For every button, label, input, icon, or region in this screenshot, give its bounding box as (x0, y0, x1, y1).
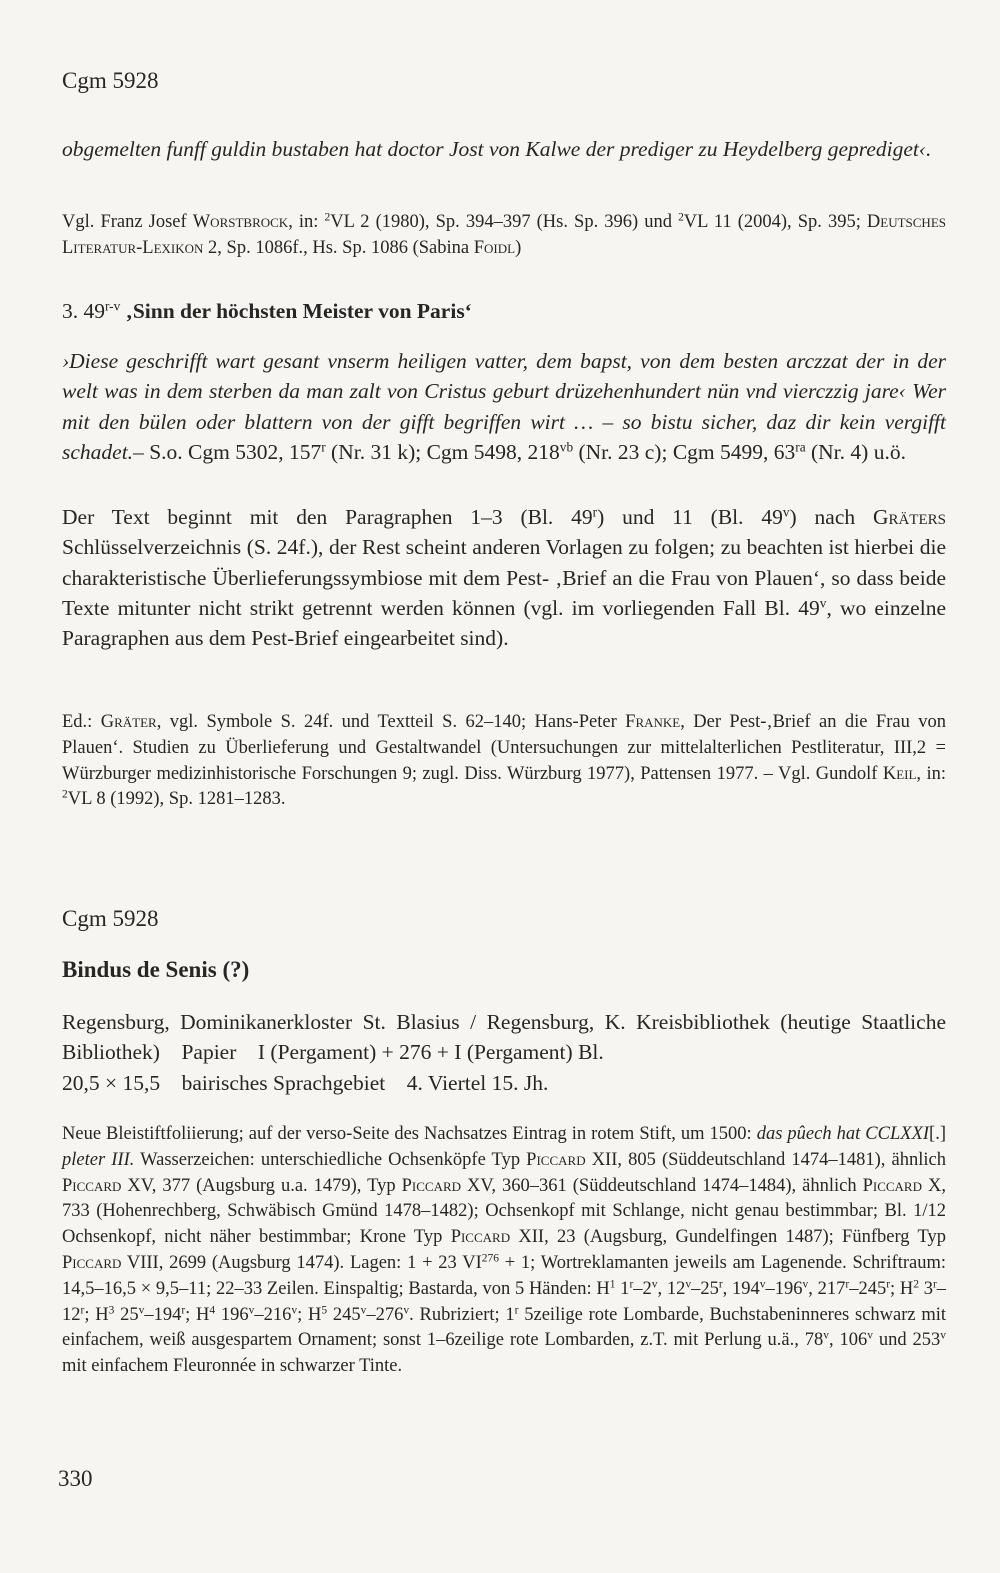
page-number: 330 (58, 1466, 93, 1491)
incipit-continuation: obgemelten funff guldin bustaben hat doctor Jost von Kalwe der prediger zu Heydelberg geprediget‹. (62, 137, 932, 161)
entry-shelfmark: Cgm 5928 (62, 906, 159, 931)
entry-title: Bindus de Senis (?) (62, 957, 250, 982)
item-3-incipit: ›Diese geschrifft wart gesant vnserm heiligen vatter, dem bapst, von dem besten arczzat der in der welt was in dem sterben da man zalt von Cristus geburt drüzehenhundert nün vnd vierczzig jare‹ Wer mit den bülen oder blattern von der gifft begriffen wirt … – so bistu sicher, daz dir kein vergifft schadet.– S.o. Cgm 5302, 157$^r$ (Nr. 31 k); Cgm 5498, $218^{vb}$ (Nr. 23 c); Cgm 5499, $63^{ra}$ (Nr. 4) u.ö. (62, 349, 946, 464)
entry-description: Neue Bleistiftfoliierung; auf der verso-Seite des Nachsatzes Eintrag in rotem Stift, um 1500: das pûech hat CCLXXI[.] pleter III. Wasserzeichen: unterschiedliche Ochsenköpfe Typ Piccard XII, 805 (Süddeutschland 1474–1481), ähnlich Piccard XV, 377 (Augsburg u.a. 1479), Typ Piccard XV, 360–361 (Süddeutschland 1474–1484), ähnlich Piccard X, 733 (Hohenrechberg, Schwäbisch Gmünd 1478–1482); Ochsenkopf mit Schlange, nicht genau bestimmbar; Bl. 1/12 Ochsenkopf, nicht näher bestimmbar; Krone Typ Piccard XII, 23 (Augsburg, Gundelfingen 1487); Fünfberg Typ Piccard VIII, 2699 (Augsburg 1474). Lagen: 1 + 23 $VI^{276} + 1$; Wortreklamanten jeweils am Lagenende. Schriftraum: 14,5–16,5 × 9,5–11; 22–33 Zeilen. Einspaltig; Bastarda, von 5 Händen: $H^1$ 1$^r$–2$^v$, 12$^v$–25$^r$, 194$^v$–196$^v$, 217$^r$–245$^r$; $H^2$ 3$^r$–12$^r$; $H^3$ 25$^v$–194$^r$; $H^4$ 196$^v$–216$^v$; $H^5$ 245$^v$–276$^v$. Rubriziert; 1$^r$ 5zeilige rote Lombarde, Buchstabeninneres schwarz mit einfachem, weiß ausgespartem Ornament; sonst 1–6zeilige rote Lombarden, z.T. mit Perlung u.ä., 78$^v$, 106$^v$ und 253$^v$ mit einfachem Fleuronnée in schwarzer Tinte. (62, 1124, 947, 1377)
running-header: Cgm 5928 (62, 68, 159, 93)
item-3-heading: 3. 49$^{r-v}$ ‚Sinn der höchsten Meister von Paris‘ (62, 298, 472, 323)
item-3-commentary: Der Text beginnt mit den Paragraphen 1–3 (Bl. 49$^r$) und 11 (Bl. 49$^v$) nach Gräters Schlüsselverzeichnis (S. 24f.), der Rest scheint anderen Vorlagen zu folgen; zu beachten ist hierbei die charakteristische Überlieferungssymbiose mit dem Pest- ‚Brief an die Frau von Plauen‘, so dass beide Texte mitunter nicht strikt getrennt werden können (vgl. im vorliegenden Fall Bl. 49$^v$, wo einzelne Paragraphen aus dem Pest-Brief eingearbeitet sind). (62, 504, 946, 651)
literature-note: Vgl. Franz Josef Worstbrock, in: $^2$VL 2 (1980), Sp. 394–397 (Hs. Sp. 396) und $^2$VL 11 (2004), Sp. 395; Deutsches Literatur-Lexikon 2, Sp. 1086f., Hs. Sp. 1086 (Sabina Foidl) (62, 211, 946, 258)
entry-provenance: Regensburg, Dominikanerkloster St. Blasius / Regensburg, K. Kreisbibliothek (heutige Staatliche Bibliothek) Papier I (Pergament) + 276 + I (Pergament) Bl. 20,5 × 15,5 bairisches Sprachgebiet 4. Viertel 15. Jh. (62, 1010, 946, 1095)
item-3-edition: Ed.: Gräter, vgl. Symbole S. 24f. und Textteil S. 62–140; Hans-Peter Franke, Der Pest-‚Brief an die Frau von Plauen‘. Studien zu Überlieferung und Gestaltwandel (Untersuchungen zur mittelalterlichen Pestliteratur, III,2 = Würzburger medizinhistorische Forschungen 9; zugl. Diss. Würzburg 1977), Pattensen 1977. – Vgl. Gundolf Keil, in: $^2$VL 8 (1992), Sp. 1281–1283. (62, 712, 947, 810)
